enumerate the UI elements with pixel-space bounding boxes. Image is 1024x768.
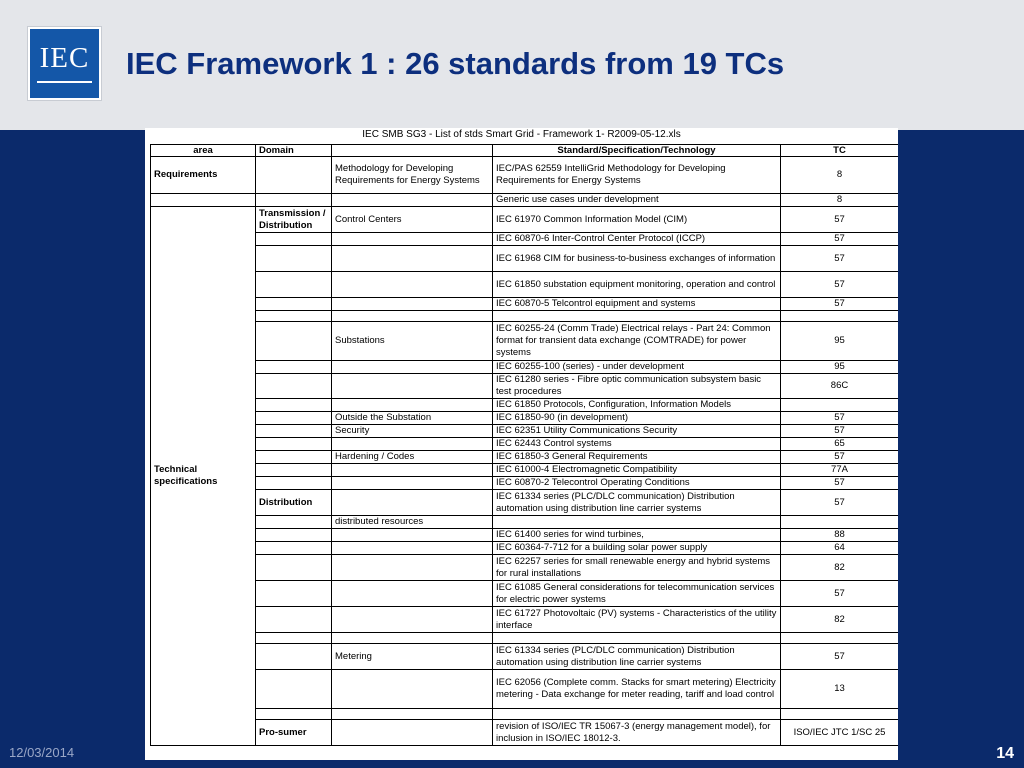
cell-sub: Outside the Substation bbox=[332, 412, 493, 425]
table-row bbox=[151, 438, 899, 451]
cell-domain bbox=[256, 438, 332, 451]
cell-domain bbox=[256, 298, 332, 311]
cell-sub bbox=[332, 477, 493, 490]
cell-sub bbox=[332, 233, 493, 246]
table-row bbox=[151, 709, 899, 720]
cell-sub bbox=[332, 607, 493, 633]
table-row bbox=[151, 298, 899, 311]
page-number: 14 bbox=[996, 745, 1014, 762]
cell-std bbox=[493, 633, 781, 644]
cell-domain: Transmission / Distribution bbox=[256, 207, 332, 233]
cell-std: IEC 61850-90 (in development) bbox=[493, 412, 781, 425]
table-row bbox=[151, 451, 899, 464]
cell-sub bbox=[332, 438, 493, 451]
table-row bbox=[151, 233, 899, 246]
cell-tc: 57 bbox=[781, 451, 899, 464]
cell-tc: 57 bbox=[781, 490, 899, 516]
cell-sub: Hardening / Codes bbox=[332, 451, 493, 464]
cell-tc bbox=[781, 709, 899, 720]
sheet-title: IEC SMB SG3 - List of stds Smart Grid - Framework 1- R2009-05-12.xls bbox=[362, 129, 681, 140]
cell-sub bbox=[332, 399, 493, 412]
cell-sub bbox=[332, 581, 493, 607]
cell-domain bbox=[256, 311, 332, 322]
cell-sub bbox=[332, 555, 493, 581]
cell-sub bbox=[332, 311, 493, 322]
table-row bbox=[151, 555, 899, 581]
cell-sub bbox=[332, 298, 493, 311]
cell-sub: Substations bbox=[332, 322, 493, 361]
cell-domain bbox=[256, 709, 332, 720]
cell-std: IEC 60870-2 Telecontrol Operating Conditions bbox=[493, 477, 781, 490]
cell-std: IEC 62351 Utility Communications Security bbox=[493, 425, 781, 438]
cell-std bbox=[493, 311, 781, 322]
table-row bbox=[151, 720, 899, 746]
cell-domain bbox=[256, 194, 332, 207]
cell-sub bbox=[332, 542, 493, 555]
table-row bbox=[151, 322, 899, 361]
table-row bbox=[151, 633, 899, 644]
table-row bbox=[151, 311, 899, 322]
table-row bbox=[151, 207, 899, 233]
cell-tc bbox=[781, 516, 899, 529]
cell-domain bbox=[256, 607, 332, 633]
column-header: Domain bbox=[256, 145, 332, 157]
cell-area: Technical specifications bbox=[151, 207, 256, 746]
cell-sub: Metering bbox=[332, 644, 493, 670]
cell-tc bbox=[781, 311, 899, 322]
cell-std: IEC 60364-7-712 for a building solar power supply bbox=[493, 542, 781, 555]
cell-std: IEC 61400 series for wind turbines, bbox=[493, 529, 781, 542]
cell-sub bbox=[332, 670, 493, 709]
cell-domain bbox=[256, 670, 332, 709]
cell-tc: 82 bbox=[781, 555, 899, 581]
table-row bbox=[151, 670, 899, 709]
column-header: TC bbox=[781, 145, 899, 157]
cell-tc: 57 bbox=[781, 412, 899, 425]
table-row bbox=[151, 157, 899, 194]
cell-tc: 95 bbox=[781, 361, 899, 374]
cell-tc: 77A bbox=[781, 464, 899, 477]
cell-tc: 57 bbox=[781, 477, 899, 490]
cell-domain bbox=[256, 246, 332, 272]
cell-std: Generic use cases under development bbox=[493, 194, 781, 207]
cell-tc: 57 bbox=[781, 207, 899, 233]
table-header-row bbox=[151, 145, 899, 157]
cell-std: IEC 61968 CIM for business-to-business exchanges of information bbox=[493, 246, 781, 272]
slide-title: IEC Framework 1 : 26 standards from 19 TCs bbox=[126, 46, 785, 81]
table-row bbox=[151, 581, 899, 607]
cell-sub: distributed resources bbox=[332, 516, 493, 529]
column-header: Standard/Specification/Technology bbox=[493, 145, 781, 157]
table-body bbox=[151, 157, 899, 746]
cell-std: IEC 61334 series (PLC/DLC communication) Distribution automation using distribution line carrier systems bbox=[493, 644, 781, 670]
cell-tc: 57 bbox=[781, 233, 899, 246]
cell-domain bbox=[256, 516, 332, 529]
cell-sub bbox=[332, 246, 493, 272]
cell-tc: 57 bbox=[781, 272, 899, 298]
standards-table bbox=[150, 144, 898, 746]
cell-domain bbox=[256, 464, 332, 477]
cell-sub bbox=[332, 709, 493, 720]
cell-domain bbox=[256, 272, 332, 298]
table-row bbox=[151, 607, 899, 633]
table-row bbox=[151, 194, 899, 207]
cell-std: IEC/PAS 62559 IntelliGrid Methodology for Developing Requirements for Energy Systems bbox=[493, 157, 781, 194]
spreadsheet-image bbox=[145, 128, 898, 760]
cell-area: Requirements bbox=[151, 157, 256, 194]
cell-std: IEC 61850 substation equipment monitoring, operation and control bbox=[493, 272, 781, 298]
cell-tc: 57 bbox=[781, 581, 899, 607]
footer-date: 12/03/2014 bbox=[9, 745, 75, 760]
cell-tc: ISO/IEC JTC 1/SC 25 bbox=[781, 720, 899, 746]
cell-std: IEC 60870-6 Inter-Control Center Protocol (ICCP) bbox=[493, 233, 781, 246]
table-row bbox=[151, 542, 899, 555]
table-row bbox=[151, 529, 899, 542]
cell-std: IEC 61970 Common Information Model (CIM) bbox=[493, 207, 781, 233]
cell-std: IEC 62443 Control systems bbox=[493, 438, 781, 451]
cell-std: IEC 62056 (Complete comm. Stacks for smart metering) Electricity metering - Data exchange for meter reading, tariff and load control bbox=[493, 670, 781, 709]
cell-tc: 82 bbox=[781, 607, 899, 633]
cell-tc: 57 bbox=[781, 246, 899, 272]
cell-sub: Security bbox=[332, 425, 493, 438]
cell-tc: 8 bbox=[781, 194, 899, 207]
cell-tc: 57 bbox=[781, 425, 899, 438]
cell-std: IEC 61850 Protocols, Configuration, Information Models bbox=[493, 399, 781, 412]
cell-tc bbox=[781, 399, 899, 412]
cell-tc: 13 bbox=[781, 670, 899, 709]
cell-std bbox=[493, 709, 781, 720]
cell-domain bbox=[256, 477, 332, 490]
table-row bbox=[151, 644, 899, 670]
cell-domain bbox=[256, 644, 332, 670]
table-row bbox=[151, 361, 899, 374]
table-row bbox=[151, 477, 899, 490]
cell-tc: 57 bbox=[781, 644, 899, 670]
cell-sub bbox=[332, 464, 493, 477]
cell-domain bbox=[256, 322, 332, 361]
table-row bbox=[151, 516, 899, 529]
cell-sub bbox=[332, 490, 493, 516]
cell-tc: 95 bbox=[781, 322, 899, 361]
cell-tc: 57 bbox=[781, 298, 899, 311]
cell-domain bbox=[256, 451, 332, 464]
cell-domain bbox=[256, 633, 332, 644]
cell-tc: 86C bbox=[781, 374, 899, 399]
cell-std: IEC 62257 series for small renewable energy and hybrid systems for rural installations bbox=[493, 555, 781, 581]
cell-tc: 65 bbox=[781, 438, 899, 451]
table-row bbox=[151, 399, 899, 412]
cell-sub bbox=[332, 361, 493, 374]
cell-std: IEC 61085 General considerations for telecommunication services for electric power systems bbox=[493, 581, 781, 607]
cell-tc bbox=[781, 633, 899, 644]
cell-std: IEC 61850-3 General Requirements bbox=[493, 451, 781, 464]
cell-std: IEC 61280 series - Fibre optic communication subsystem basic test procedures bbox=[493, 374, 781, 399]
slide-header bbox=[0, 0, 1024, 130]
cell-sub: Methodology for Developing Requirements for Energy Systems bbox=[332, 157, 493, 194]
iec-logo-text: IEC bbox=[39, 42, 90, 74]
cell-std: IEC 60870-5 Telcontrol equipment and systems bbox=[493, 298, 781, 311]
table-row bbox=[151, 374, 899, 399]
cell-domain: Distribution bbox=[256, 490, 332, 516]
cell-sub bbox=[332, 633, 493, 644]
cell-domain bbox=[256, 529, 332, 542]
cell-domain bbox=[256, 233, 332, 246]
cell-tc: 8 bbox=[781, 157, 899, 194]
cell-std: IEC 61727 Photovoltaic (PV) systems - Characteristics of the utility interface bbox=[493, 607, 781, 633]
cell-domain bbox=[256, 399, 332, 412]
cell-domain bbox=[256, 542, 332, 555]
table-row bbox=[151, 246, 899, 272]
cell-sub bbox=[332, 272, 493, 298]
cell-tc: 64 bbox=[781, 542, 899, 555]
cell-domain bbox=[256, 157, 332, 194]
cell-sub bbox=[332, 720, 493, 746]
iec-logo bbox=[28, 27, 101, 100]
cell-sub bbox=[332, 374, 493, 399]
cell-domain bbox=[256, 425, 332, 438]
table-row bbox=[151, 412, 899, 425]
cell-area bbox=[151, 194, 256, 207]
cell-sub: Control Centers bbox=[332, 207, 493, 233]
cell-domain bbox=[256, 361, 332, 374]
cell-std: IEC 61000-4 Electromagnetic Compatibility bbox=[493, 464, 781, 477]
table-row bbox=[151, 425, 899, 438]
column-header: area bbox=[151, 145, 256, 157]
cell-sub bbox=[332, 529, 493, 542]
cell-domain bbox=[256, 555, 332, 581]
cell-std: IEC 60255-24 (Comm Trade) Electrical relays - Part 24: Common format for transient data exchange (COMTRADE) for power systems bbox=[493, 322, 781, 361]
cell-domain bbox=[256, 581, 332, 607]
cell-std: IEC 61334 series (PLC/DLC communication) Distribution automation using distribution line carrier systems bbox=[493, 490, 781, 516]
table-row bbox=[151, 490, 899, 516]
cell-domain bbox=[256, 374, 332, 399]
cell-std: IEC 60255-100 (series) - under development bbox=[493, 361, 781, 374]
column-header bbox=[332, 145, 493, 157]
cell-domain bbox=[256, 412, 332, 425]
table-row bbox=[151, 272, 899, 298]
table-row bbox=[151, 464, 899, 477]
cell-std bbox=[493, 516, 781, 529]
cell-domain: Pro-sumer bbox=[256, 720, 332, 746]
cell-tc: 88 bbox=[781, 529, 899, 542]
cell-std: revision of ISO/IEC TR 15067-3 (energy management model), for inclusion in ISO/IEC 18012-3. bbox=[493, 720, 781, 746]
cell-sub bbox=[332, 194, 493, 207]
